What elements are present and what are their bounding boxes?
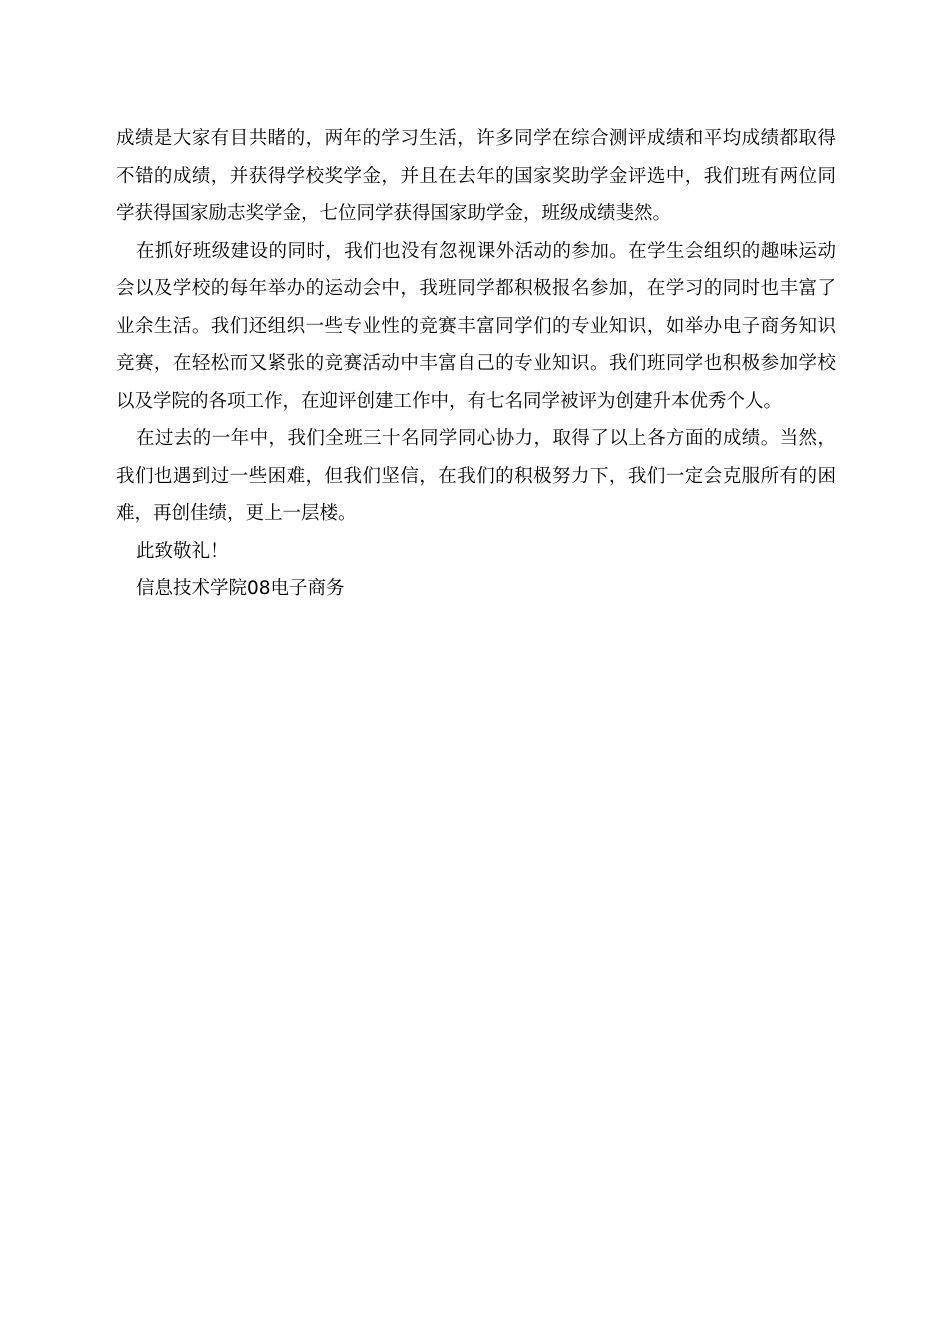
paragraph-activities: 在抓好班级建设的同时，我们也没有忽视课外活动的参加。在学生会组织的趣味运动会以及学校的每年举办的运动会中，我班同学都积极报名参加，在学习的同时也丰富了业余生活。我们还组织一些专业性的竞赛丰富同学们的专业知识，如举办电子商务知识竞赛，在轻松而又紧张的竞赛活动中丰富自己的专业知识。我们班同学也积极参加学校以及学院的各项工作，在迎评创建工作中，有七名同学被评为创建升本优秀个人。 <box>116 240 836 412</box>
document-body <box>116 120 836 608</box>
closing-salutation: 此致敬礼！ <box>136 540 229 562</box>
paragraph-summary: 在过去的一年中，我们全班三十名同学同心协力，取得了以上各方面的成绩。当然，我们也遇到过一些困难，但我们坚信，在我们的积极努力下，我们一定会克服所有的困难，再创佳绩，更上一层楼。 <box>116 428 836 524</box>
paragraph-achievements: 成绩是大家有目共睹的，两年的学习生活，许多同学在综合测评成绩和平均成绩都取得不错的成绩，并获得学校奖学金，并且在去年的国家奖助学金评选中，我们班有两位同学获得国家励志奖学金，七位同学获得国家助学金，班级成绩斐然。 <box>116 128 836 224</box>
signature: 信息技术学院08电子商务 <box>136 578 345 599</box>
